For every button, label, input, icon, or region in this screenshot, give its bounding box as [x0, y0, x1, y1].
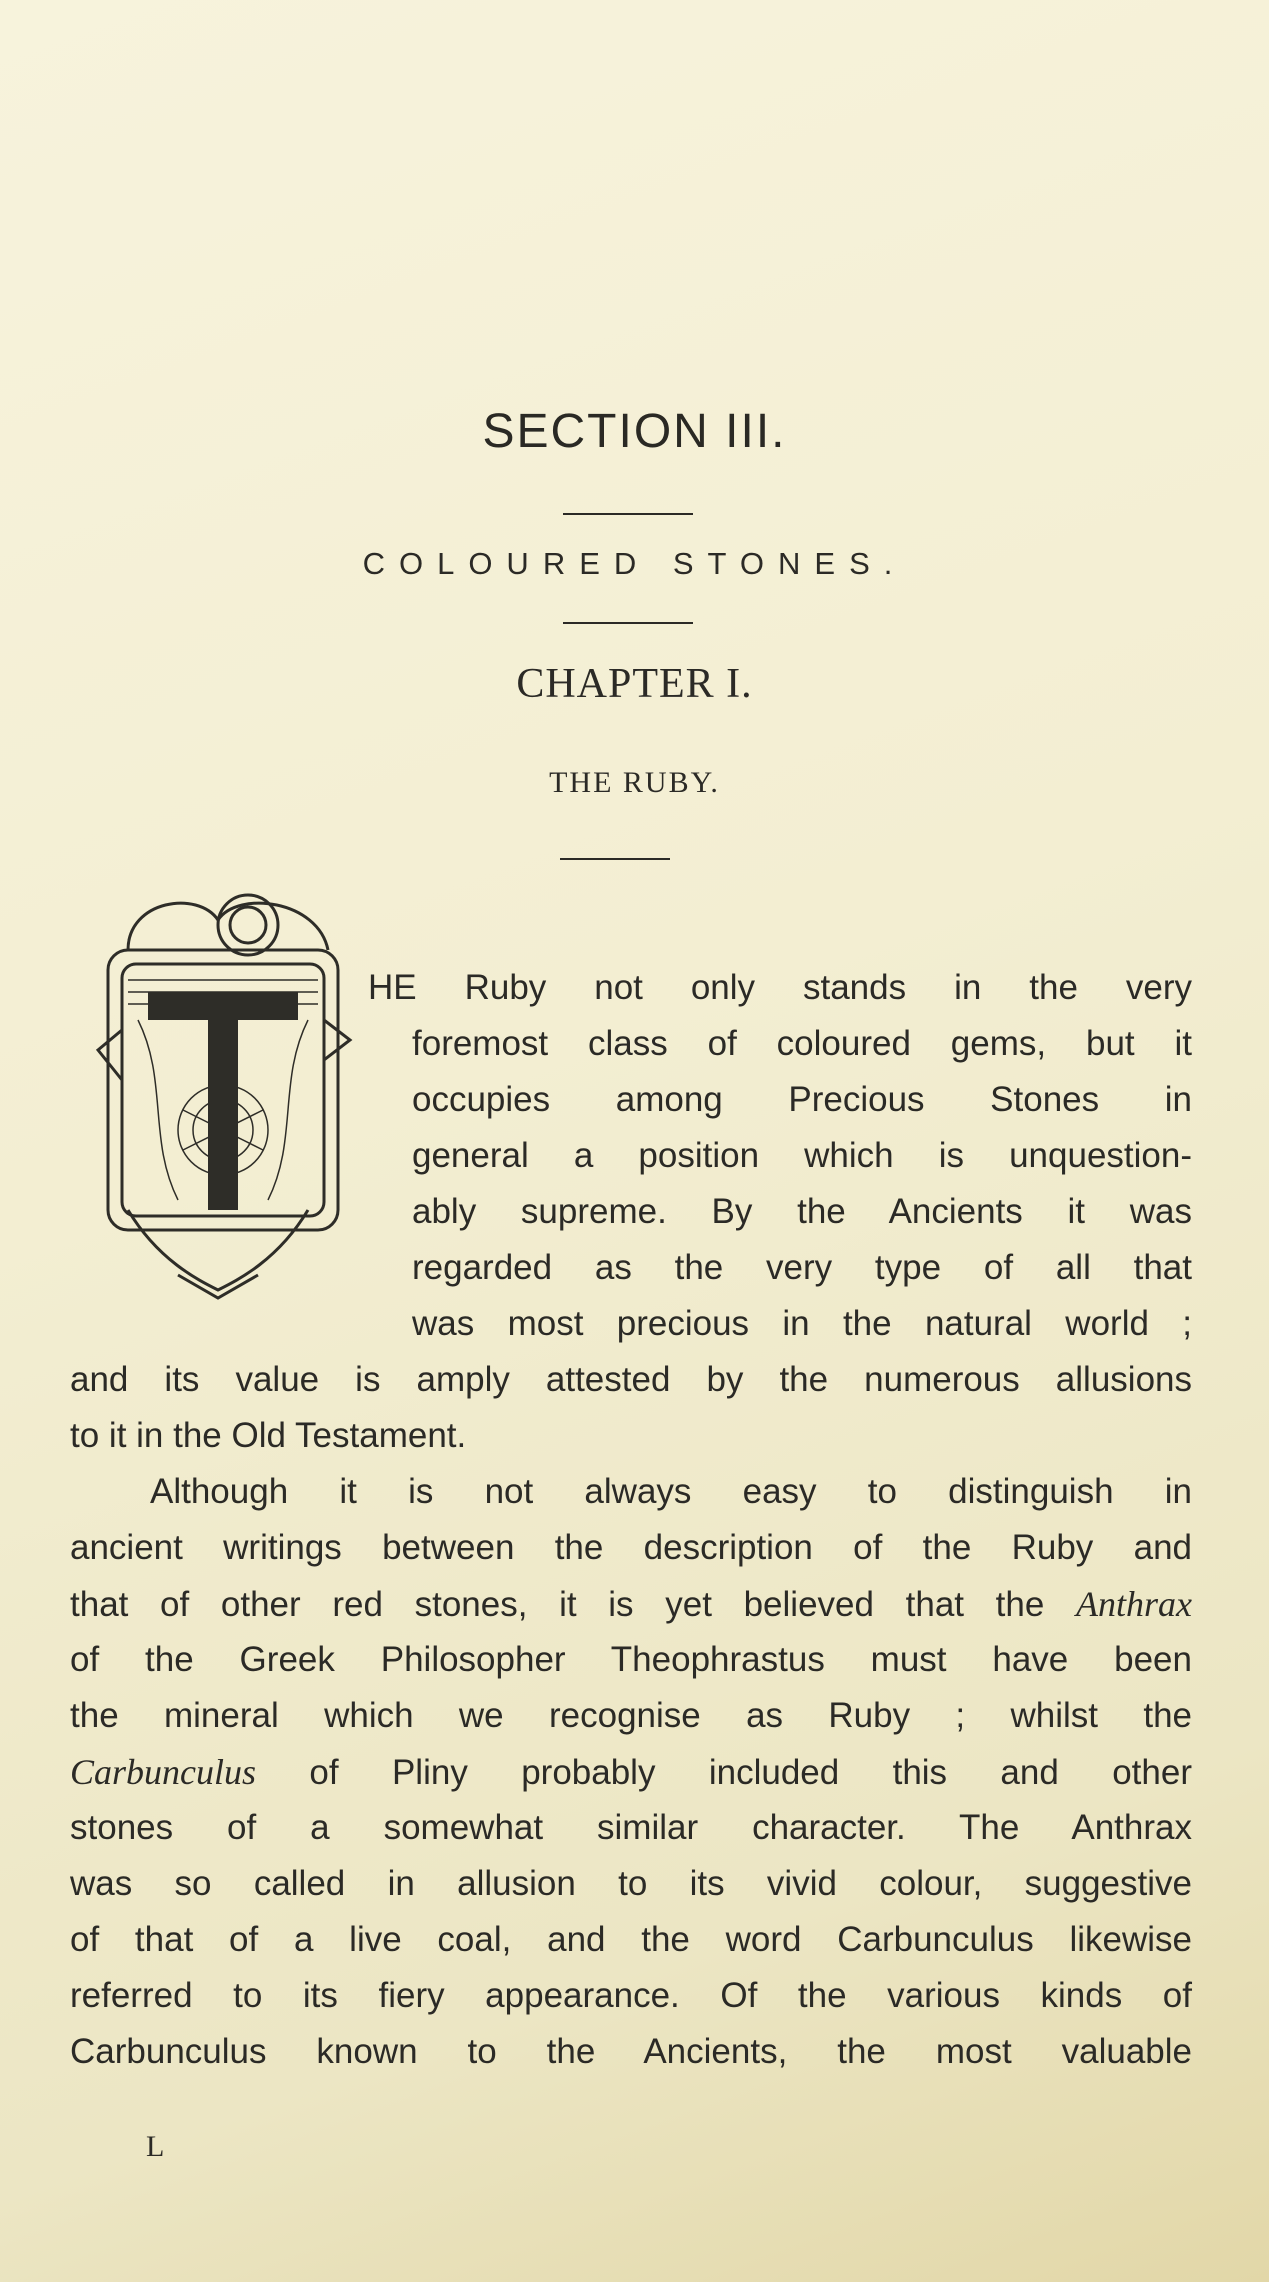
italic-term: Anthrax	[1076, 1584, 1192, 1624]
ornamental-drop-cap	[88, 880, 356, 1300]
drop-cap-letter: T	[88, 880, 89, 881]
divider-rule	[560, 858, 670, 860]
text-line: of that of a live coal, and the word Carbunculus likewise	[70, 1920, 1192, 1959]
text-line: Carbunculus known to the Ancients, the most valuable	[70, 2032, 1192, 2071]
text-line: occupies among Precious Stones in	[412, 1080, 1192, 1119]
text-line: and its value is amply attested by the numerous allusions	[70, 1360, 1192, 1399]
text-line: Although it is not always easy to distinguish in	[150, 1472, 1192, 1511]
text-line: ancient writings between the description of the Ruby and	[70, 1528, 1192, 1567]
text-line: was so called in allusion to its vivid colour, suggestive	[70, 1864, 1192, 1903]
text-line: general a position which is unquestion-	[412, 1136, 1192, 1175]
text-line: that of other red stones, it is yet believed that the Anthrax	[70, 1584, 1192, 1624]
text-line: regarded as the very type of all that	[412, 1248, 1192, 1287]
chapter-heading: CHAPTER I.	[516, 661, 753, 707]
text-line: Carbunculus of Pliny probably included this and other	[70, 1752, 1192, 1792]
text-line: of the Greek Philosopher Theophrastus must have been	[70, 1640, 1192, 1679]
text-line: HE Ruby not only stands in the very	[368, 968, 1192, 1007]
text-line: to it in the Old Testament.	[70, 1416, 467, 1455]
drop-cap-letter-shape	[148, 992, 298, 1210]
text-line: ably supreme. By the Ancients it was	[412, 1192, 1192, 1231]
italic-term: Carbunculus	[70, 1752, 257, 1792]
text-line: the mineral which we recognise as Ruby ; whilst the	[70, 1696, 1192, 1735]
divider-rule	[563, 622, 693, 624]
signature-mark: L	[146, 2130, 165, 2163]
chapter-title: THE RUBY.	[549, 766, 720, 799]
text-line: was most precious in the natural world ;	[412, 1304, 1192, 1343]
divider-rule	[563, 513, 693, 515]
text-line: foremost class of coloured gems, but it	[412, 1024, 1192, 1063]
section-heading: SECTION III.	[482, 405, 787, 458]
text-line: referred to its fiery appearance. Of the various kinds of	[70, 1976, 1192, 2015]
text-line: stones of a somewhat similar character. The Anthrax	[70, 1808, 1192, 1847]
section-subtitle: COLOURED STONES.	[362, 546, 907, 581]
